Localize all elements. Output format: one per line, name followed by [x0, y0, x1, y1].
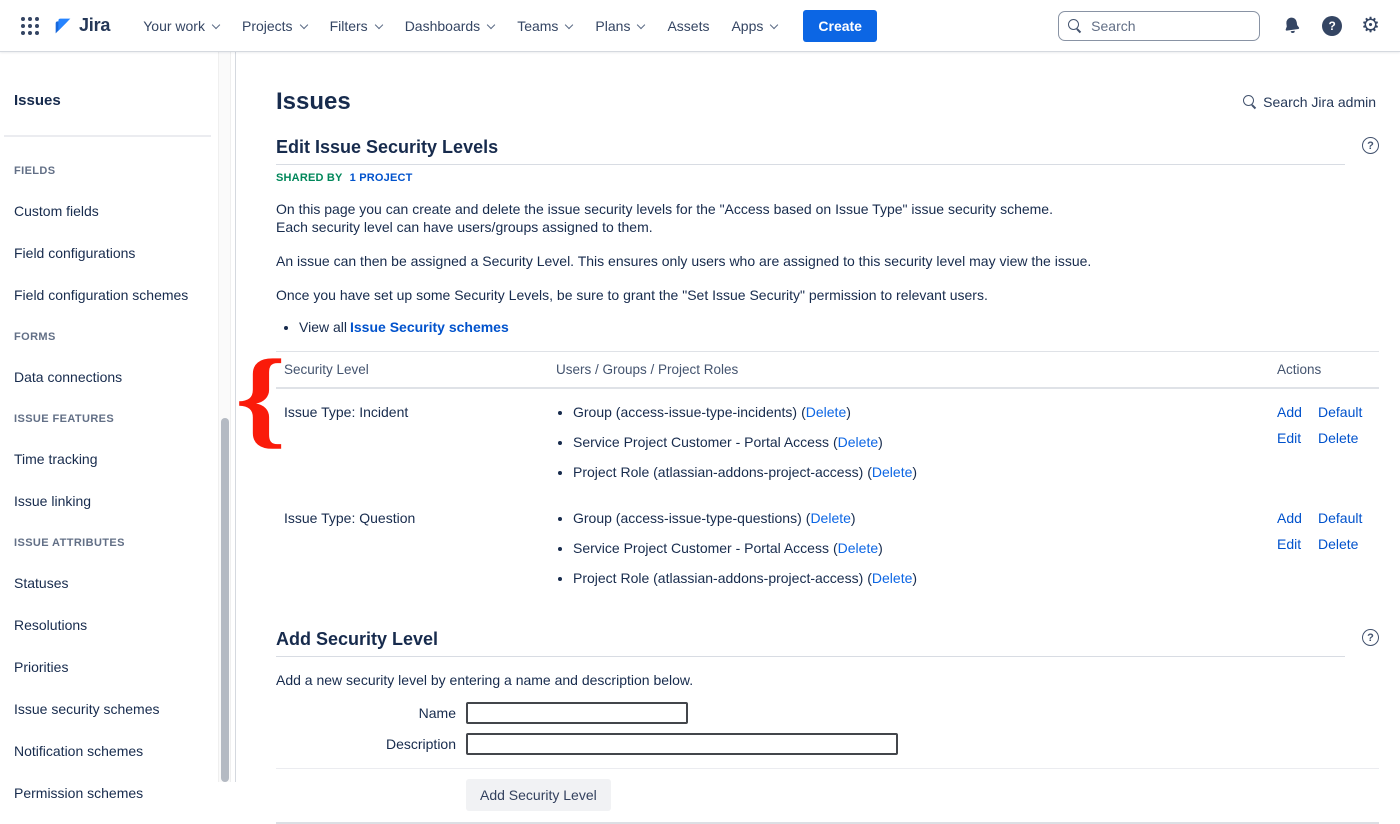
sidebar-item-resolutions[interactable]: Resolutions	[14, 617, 88, 633]
sidebar-scrollbar-thumb[interactable]	[221, 418, 229, 782]
chevron-down-icon	[300, 22, 308, 30]
red-brace-annotation: {	[235, 337, 287, 459]
sidebar-section-issue-features	[14, 413, 235, 509]
section-title: Add Security Level	[276, 629, 1345, 657]
edit-action-link[interactable]: Edit	[1277, 430, 1302, 446]
sidebar-section-fields	[14, 165, 235, 303]
column-header-actions: Actions	[1269, 352, 1379, 389]
nav-item-projects[interactable]: Projects	[231, 10, 319, 42]
nav-item-teams[interactable]: Teams	[506, 10, 584, 42]
nav-item-apps[interactable]: Apps	[720, 10, 789, 42]
create-button[interactable]: Create	[803, 10, 877, 42]
list-item: • Project Role (atlassian-addons-project-access) (Delete)	[573, 464, 1261, 481]
main-content	[236, 52, 1400, 803]
add-section-intro: Add a new security level by entering a name and description below.	[276, 672, 694, 688]
search-icon	[1068, 19, 1082, 33]
delete-action-link[interactable]: Delete	[1318, 430, 1359, 446]
row-actions	[1277, 510, 1371, 552]
chevron-down-icon	[565, 22, 573, 30]
add-security-level-button[interactable]: Add Security Level	[466, 779, 611, 811]
sidebar-title: Issues	[14, 92, 61, 109]
table-row-question	[276, 495, 1379, 601]
add-security-level-form	[276, 702, 1379, 824]
sidebar-section-forms	[14, 331, 235, 385]
delete-link[interactable]: Delete	[837, 434, 879, 450]
help-icon: ?	[1322, 16, 1342, 36]
sidebar-item-notification-schemes[interactable]: Notification schemes	[14, 743, 144, 759]
description-field-row	[276, 733, 1379, 755]
row-actions	[1277, 404, 1371, 446]
search-jira-admin[interactable]: Search Jira admin	[1243, 94, 1376, 110]
grid-dots-icon	[21, 17, 39, 35]
edit-action-link[interactable]: Edit	[1277, 536, 1302, 552]
default-action-link[interactable]: Default	[1318, 510, 1363, 526]
column-header-security-level: Security Level	[276, 352, 548, 389]
name-field[interactable]	[466, 702, 688, 724]
intro-paragraph-1: On this page you can create and delete the issue security levels for the "Access based on Issue Type" issue security scheme. Each security level can have users/groups assigned to them.	[276, 201, 1053, 235]
sidebar-item-priorities[interactable]: Priorities	[14, 659, 69, 675]
chevron-down-icon	[487, 22, 495, 30]
global-search-input[interactable]	[1089, 17, 1250, 35]
intro-paragraph-3: Once you have set up some Security Levels, be sure to grant the "Set Issue Security" permission to relevant users.	[276, 287, 988, 303]
sidebar-section-heading: ISSUE ATTRIBUTES	[14, 537, 125, 549]
list-item: • Group (access-issue-type-questions) (Delete)	[573, 510, 1261, 527]
nav-right-group	[1058, 11, 1380, 41]
sidebar-section-heading: FIELDS	[14, 165, 56, 177]
notifications-button[interactable]	[1281, 15, 1303, 37]
add-action-link[interactable]: Add	[1277, 510, 1302, 526]
jira-wordmark: Jira	[79, 15, 111, 35]
sidebar-item-time-tracking[interactable]: Time tracking	[14, 451, 98, 467]
sidebar-item-statuses[interactable]: Statuses	[14, 575, 69, 591]
list-item: • Service Project Customer - Portal Access (Delete)	[573, 434, 1261, 451]
sidebar-item-field-configurations[interactable]: Field configurations	[14, 245, 136, 261]
default-action-link[interactable]: Default	[1318, 404, 1363, 420]
add-action-link[interactable]: Add	[1277, 404, 1302, 420]
gear-icon: ⚙	[1361, 14, 1380, 37]
sidebar-divider	[4, 135, 211, 137]
top-navigation	[0, 0, 1400, 52]
nav-item-plans[interactable]: Plans	[584, 10, 656, 42]
chevron-down-icon	[375, 22, 383, 30]
delete-link[interactable]: Delete	[837, 540, 879, 556]
admin-sidebar	[0, 52, 236, 801]
delete-link[interactable]: Delete	[871, 464, 913, 480]
sidebar-item-permission-schemes[interactable]: Permission schemes	[14, 785, 144, 801]
delete-link[interactable]: Delete	[810, 510, 851, 526]
sidebar-item-custom-fields[interactable]: Custom fields	[14, 203, 99, 219]
intro-paragraph-2: An issue can then be assigned a Security Level. This ensures only users who are assigned to this security level may view the issue.	[276, 253, 1092, 269]
jira-logo[interactable]	[52, 15, 110, 37]
bell-icon	[1280, 13, 1305, 38]
page-title: Issues	[276, 88, 351, 115]
help-button[interactable]	[1322, 16, 1342, 36]
global-search-box[interactable]	[1058, 11, 1260, 41]
app-switcher-icon[interactable]	[14, 10, 46, 42]
security-level-name: Issue Type: Question	[284, 510, 416, 526]
entry-list	[556, 510, 1261, 587]
sidebar-item-issue-security-schemes[interactable]: Issue security schemes	[14, 701, 160, 717]
nav-item-dashboards[interactable]: Dashboards	[394, 10, 507, 42]
entry-list	[556, 404, 1261, 481]
edit-security-levels-header	[276, 137, 1379, 165]
help-icon[interactable]: ?	[1362, 629, 1379, 646]
add-security-level-header	[276, 629, 1379, 657]
sidebar-section-heading: FORMS	[14, 331, 56, 343]
security-level-name: Issue Type: Incident	[284, 404, 409, 420]
sidebar-item-issue-linking[interactable]: Issue linking	[14, 493, 92, 509]
sidebar-item-field-configuration-schemes[interactable]: Field configuration schemes	[14, 287, 189, 303]
sidebar-scrollbar-track	[218, 52, 231, 782]
delete-link[interactable]: Delete	[871, 570, 913, 586]
list-item: • Service Project Customer - Portal Access (Delete)	[573, 540, 1261, 557]
nav-item-filters[interactable]: Filters	[319, 10, 394, 42]
nav-item-your-work[interactable]: Your work	[132, 10, 231, 42]
delete-action-link[interactable]: Delete	[1318, 536, 1359, 552]
table-header-row	[276, 352, 1379, 389]
chevron-down-icon	[770, 22, 778, 30]
table-row-incident	[276, 388, 1379, 495]
nav-item-assets[interactable]: Assets	[656, 10, 720, 42]
name-field-row	[276, 702, 1379, 724]
security-levels-table	[276, 351, 1379, 601]
description-field[interactable]	[466, 733, 898, 755]
name-label: Name	[418, 705, 456, 721]
chevron-down-icon	[637, 22, 645, 30]
chevron-down-icon	[212, 22, 220, 30]
form-button-row	[276, 769, 1379, 822]
section-title: Edit Issue Security Levels	[276, 137, 1345, 165]
view-all-item: • View all Issue Security schemes	[299, 318, 1379, 336]
issue-security-schemes-link[interactable]: Issue Security schemes	[350, 319, 509, 335]
help-icon[interactable]: ?	[1362, 137, 1379, 154]
sidebar-section-heading: ISSUE FEATURES	[14, 413, 115, 425]
delete-link[interactable]: Delete	[805, 404, 847, 420]
view-all-list	[276, 318, 1379, 336]
sidebar-section-issue-attributes	[14, 537, 235, 801]
list-item: • Group (access-issue-type-incidents) (Delete)	[573, 404, 1261, 421]
list-item: • Project Role (atlassian-addons-project-access) (Delete)	[573, 570, 1261, 587]
shared-by-badge: SHARED BY 1 PROJECT	[276, 172, 413, 184]
jira-mark-icon	[52, 15, 74, 37]
settings-button[interactable]	[1361, 15, 1380, 36]
description-label: Description	[385, 736, 456, 752]
sidebar-item-data-connections[interactable]: Data connections	[14, 369, 123, 385]
search-icon	[1243, 95, 1257, 109]
column-header-users-groups-roles: Users / Groups / Project Roles	[548, 352, 1269, 389]
